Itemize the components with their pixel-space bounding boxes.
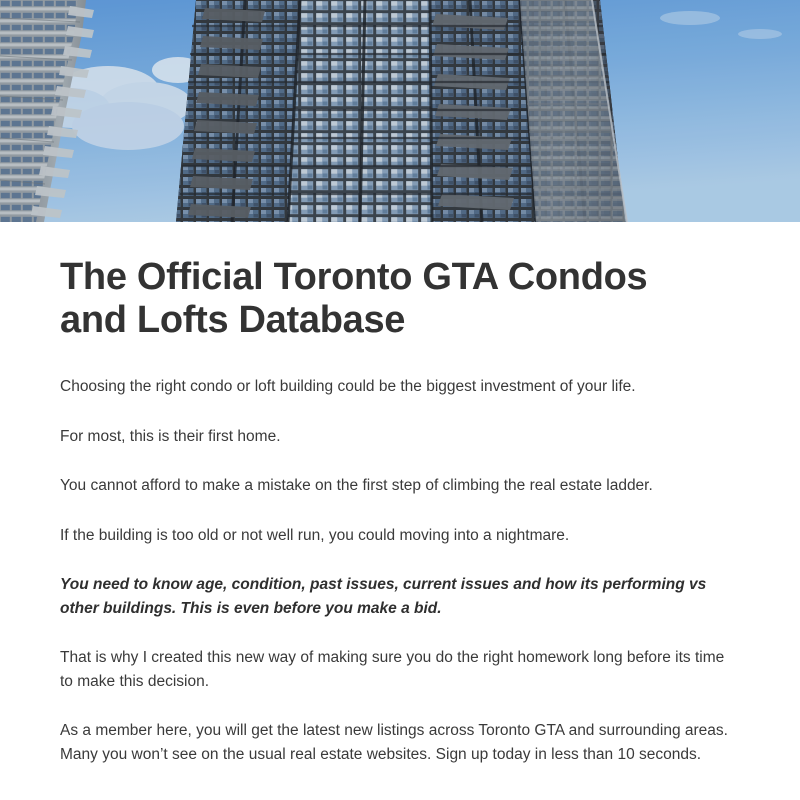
paragraph-4: If the building is too old or not well run, you could moving into a nightmare. xyxy=(60,526,570,544)
paragraph-7: As a member here, you will get the latest new listings across Toronto GTA and surrounding areas. Many you won’t see on the usual real estate websites. Sign up today in less than 10 seconds. xyxy=(60,722,728,764)
paragraph-emphasis: You need to know age, condition, past issues, current issues and how its performing vs other buildings. This is even before you make a bid. xyxy=(60,576,707,617)
condo-tower-photo xyxy=(0,0,800,222)
paragraph-1: Choosing the right condo or loft building could be the biggest investment of your life. xyxy=(60,378,636,396)
page-title: The Official Toronto GTA Condos and Lofts Database xyxy=(60,256,648,341)
article-content xyxy=(0,222,800,767)
hero-banner xyxy=(0,0,800,222)
body-copy xyxy=(60,375,740,766)
paragraph-6: That is why I created this new way of making sure you do the right homework long before its time to make this decision. xyxy=(60,649,725,690)
paragraph-3: You cannot afford to make a mistake on the first step of climbing the real estate ladder. xyxy=(60,477,653,495)
paragraph-2: For most, this is their first home. xyxy=(60,427,281,445)
